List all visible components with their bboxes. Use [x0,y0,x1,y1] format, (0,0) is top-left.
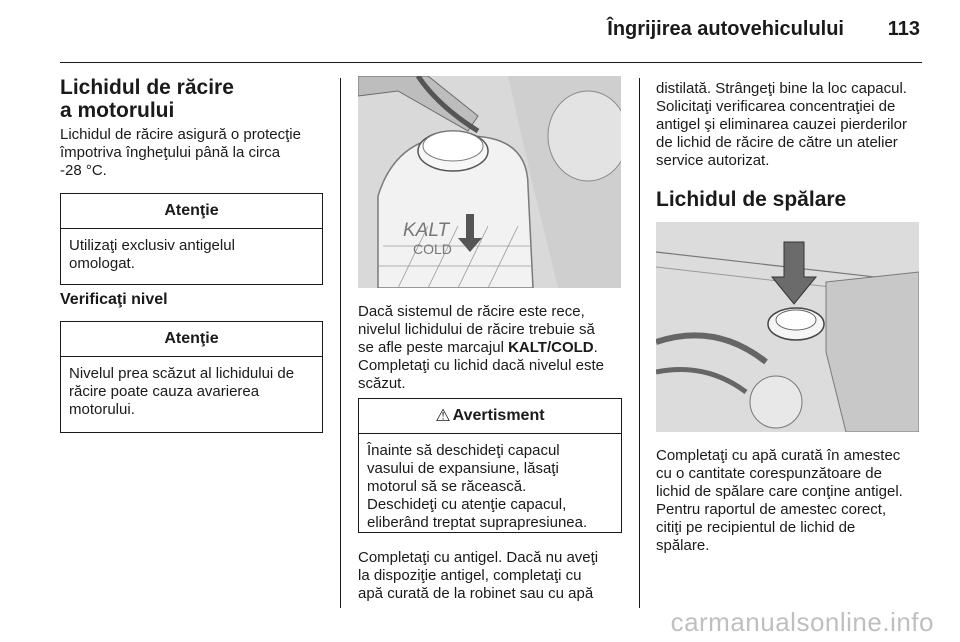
caution-box-level [60,321,323,433]
check-level-heading: Verificaţi nivel [60,291,168,308]
column-divider-left [340,78,341,608]
antifreeze-paragraph: Completaţi cu antigel. Dacă nu aveţi la dispoziţie antigel, completaţi cu apă curată de la robinet sau cu apă [358,549,599,602]
page-number: 113 [887,18,920,40]
cold-label: COLD [413,241,452,257]
caution-text: Utilizaţi exclusiv antigelul omologat. [69,237,235,272]
page-header [60,0,922,63]
warning-box [358,398,622,533]
washer-reservoir-illustration [656,222,919,432]
warning-text: Înainte să deschideţi capacul vasului de expansiune, lăsaţi motorul să se răcească. Deschideţi cu atenţie capacul, eliberând treptat suprapresiunea. [367,442,588,531]
section-heading-coolant: Lichidul de răcire a motorului [60,76,234,122]
coolant-reservoir-illustration [358,76,621,288]
continuation-paragraph: distilată. Strângeţi bine la loc capacul. Solicitaţi verificarea concentraţiei de antigel şi eliminarea cauzei pierderilor de lichid de răcire de către un atelier service autorizat. [656,80,907,169]
caution-title: Atenţie [61,194,322,229]
washer-paragraph: Completaţi cu apă curată în amestec cu o cantitate corespunzătoare de lichid de spălare care conţine antigel. Pentru raportul de amestec corect, citiţi pe recipientul de lichid de spălare. [656,447,903,554]
chapter-title: Îngrijirea autovehiculului [607,18,844,40]
coolant-intro: Lichidul de răcire asigură o protecţie împotriva îngheţului până la circa -28 °C. [60,126,301,179]
left-column [60,76,324,180]
kalt-cold-mark: KALT/COLD [508,339,594,356]
warning-triangle-icon: ⚠ [435,406,451,425]
watermark: carmanualsonline.info [670,607,934,637]
kalt-label: KALT [403,220,450,241]
caution-box-antifreeze [60,193,323,285]
warning-title: ⚠ Avertisment [359,399,621,434]
column-divider-right [639,78,640,608]
caution-title: Atenţie [61,322,322,357]
section-heading-washer: Lichidul de spălare [656,188,847,211]
caution-text: Nivelul prea scăzut al lichidului de răcire poate cauza avarierea motorului. [69,365,295,418]
coolant-level-paragraph: Dacă sistemul de răcire este rece, nivelul lichidului de răcire trebuie să se afle peste marcajul KALT/COLD. Completaţi cu lichid dacă nivelul este scăzut. [358,303,604,392]
